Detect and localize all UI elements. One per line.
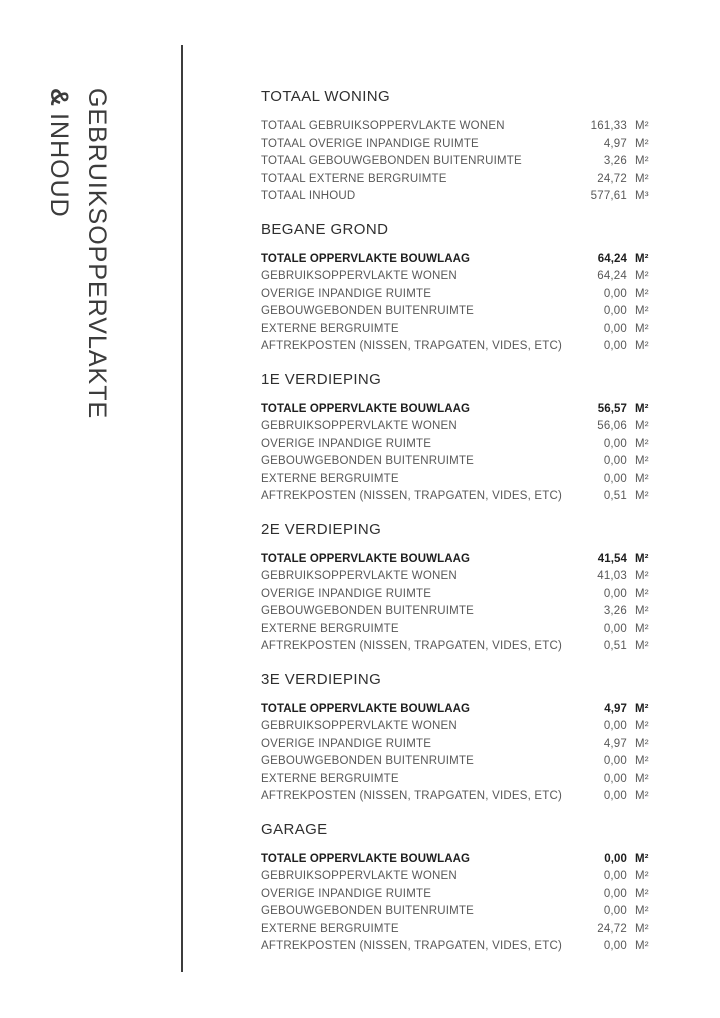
row-value: 0,00 [603,437,627,450]
section-rows [261,118,655,206]
table-row [261,886,655,904]
row-unit: M² [635,622,649,635]
row-value: 0,00 [603,340,627,352]
table-row [261,303,655,321]
row-unit: M² [635,472,649,485]
row-label: GEBOUWGEBONDEN BUITENRUIMTE [261,905,475,917]
section [261,372,655,506]
row-label: AFTREKPOSTEN (NISSEN, TRAPGATEN, VIDES, ETC) [261,940,563,952]
row-value: 0,51 [603,490,627,502]
row-label: TOTAAL GEBRUIKSOPPERVLAKTE WONEN [261,120,505,132]
row-value: 161,33 [590,120,627,132]
row-label: EXTERNE BERGRUIMTE [261,322,399,335]
row-label: GEBOUWGEBONDEN BUITENRUIMTE [261,455,475,467]
row-value: 3,26 [603,155,627,167]
table-row [261,436,655,454]
table-row [261,903,655,921]
row-label: EXTERNE BERGRUIMTE [261,922,399,935]
row-unit: M² [635,755,649,767]
row-unit: M² [635,490,649,502]
row-value: 4,97 [604,702,627,715]
row-unit: M³ [635,190,649,202]
section [261,672,655,806]
row-unit: M² [635,587,649,600]
row-label: OVERIGE INPANDIGE RUIMTE [261,737,432,750]
table-row [261,401,655,419]
table-row [261,638,655,656]
table-row [261,586,655,604]
page-title-vertical-line1: GEBRUIKSOPPERVLAKTE [83,88,111,420]
row-label: EXTERNE BERGRUIMTE [261,622,399,635]
row-value: 0,00 [603,622,627,635]
section-title: 3E VERDIEPING [261,670,382,688]
row-label: GEBRUIKSOPPERVLAKTE WONEN [261,570,457,582]
row-label: TOTALE OPPERVLAKTE BOUWLAAG [261,552,471,565]
row-value: 64,24 [597,270,627,282]
row-unit: M² [635,552,649,565]
row-unit: M² [635,922,649,935]
section-rows [261,251,655,356]
table-row [261,286,655,304]
page-title-vertical-line2 [46,88,71,218]
table-row [261,453,655,471]
row-label: EXTERNE BERGRUIMTE [261,772,399,785]
row-unit: M² [635,605,649,617]
row-value: 0,00 [603,755,627,767]
table-row [261,851,655,869]
section-title: 1E VERDIEPING [261,370,382,388]
row-unit: M² [635,305,649,317]
row-label: EXTERNE BERGRUIMTE [261,472,399,485]
row-label: TOTAAL GEBOUWGEBONDEN BUITENRUIMTE [261,155,522,167]
vertical-divider-rule [181,45,183,972]
table-row [261,718,655,736]
table-row [261,136,655,154]
section [261,522,655,656]
row-label: OVERIGE INPANDIGE RUIMTE [261,287,432,300]
section-title: TOTAAL WONING [261,88,391,105]
section-title: 2E VERDIEPING [261,520,382,538]
table-row [261,488,655,506]
row-value: 577,61 [590,190,627,202]
row-value: 0,00 [603,455,627,467]
row-label: GEBRUIKSOPPERVLAKTE WONEN [261,420,457,432]
table-row [261,188,655,206]
row-value: 4,97 [603,137,627,150]
sections [261,89,655,972]
row-unit: M² [635,852,649,865]
row-label: GEBRUIKSOPPERVLAKTE WONEN [261,870,457,882]
row-label: TOTAAL EXTERNE BERGRUIMTE [261,172,447,185]
table-row [261,321,655,339]
table-row [261,551,655,569]
section-rows [261,551,655,656]
row-value: 56,06 [597,420,627,432]
table-row [261,701,655,719]
row-label: TOTALE OPPERVLAKTE BOUWLAAG [261,852,471,865]
ampersand-glyph: & [45,88,73,107]
section-title: BEGANE GROND [261,220,389,238]
row-value: 56,57 [597,402,627,415]
row-unit: M² [635,287,649,300]
row-unit: M² [635,737,649,750]
row-label: TOTALE OPPERVLAKTE BOUWLAAG [261,702,471,715]
table-row [261,171,655,189]
row-value: 0,00 [603,905,627,917]
table-row [261,621,655,639]
row-value: 0,00 [603,940,627,952]
table-row [261,736,655,754]
section [261,89,655,206]
row-unit: M² [635,720,649,732]
row-unit: M² [635,155,649,167]
row-value: 0,00 [604,852,627,865]
table-row [261,338,655,356]
table-row [261,418,655,436]
row-unit: M² [635,887,649,900]
row-label: GEBRUIKSOPPERVLAKTE WONEN [261,270,457,282]
row-value: 0,00 [603,870,627,882]
row-value: 0,00 [603,772,627,785]
row-unit: M² [635,420,649,432]
table-row [261,153,655,171]
row-label: OVERIGE INPANDIGE RUIMTE [261,587,432,600]
table-row [261,268,655,286]
row-label: TOTAAL OVERIGE INPANDIGE RUIMTE [261,137,479,150]
row-value: 0,00 [603,287,627,300]
table-row [261,251,655,269]
row-label: TOTALE OPPERVLAKTE BOUWLAAG [261,252,471,265]
row-unit: M² [635,340,649,352]
table-row [261,788,655,806]
row-label: AFTREKPOSTEN (NISSEN, TRAPGATEN, VIDES, ETC) [261,490,563,502]
row-value: 64,24 [597,252,627,265]
section-rows [261,401,655,506]
row-unit: M² [635,137,649,150]
row-value: 0,00 [603,887,627,900]
row-value: 0,51 [603,640,627,652]
row-value: 24,72 [597,172,627,185]
section-rows [261,851,655,956]
row-unit: M² [635,120,649,132]
section [261,822,655,956]
page-title-vertical-line2-text: INHOUD [45,113,73,218]
row-unit: M² [635,640,649,652]
row-value: 0,00 [603,305,627,317]
table-row [261,753,655,771]
section-title: GARAGE [261,820,328,838]
row-unit: M² [635,437,649,450]
row-value: 41,03 [597,570,627,582]
table-row [261,471,655,489]
row-label: GEBOUWGEBONDEN BUITENRUIMTE [261,305,475,317]
section-rows [261,701,655,806]
row-value: 0,00 [603,322,627,335]
row-value: 4,97 [603,737,627,750]
row-unit: M² [635,940,649,952]
row-unit: M² [635,772,649,785]
row-unit: M² [635,252,649,265]
table-row [261,938,655,956]
row-unit: M² [635,455,649,467]
row-label: AFTREKPOSTEN (NISSEN, TRAPGATEN, VIDES, ETC) [261,340,563,352]
row-unit: M² [635,402,649,415]
row-unit: M² [635,570,649,582]
row-label: OVERIGE INPANDIGE RUIMTE [261,887,432,900]
row-value: 0,00 [603,720,627,732]
row-value: 3,26 [603,605,627,617]
table-row [261,771,655,789]
table-row [261,568,655,586]
row-value: 41,54 [597,552,627,565]
row-label: AFTREKPOSTEN (NISSEN, TRAPGATEN, VIDES, ETC) [261,640,563,652]
row-label: GEBOUWGEBONDEN BUITENRUIMTE [261,755,475,767]
row-value: 0,00 [603,472,627,485]
row-label: GEBOUWGEBONDEN BUITENRUIMTE [261,605,475,617]
section [261,222,655,356]
row-value: 24,72 [597,922,627,935]
table-row [261,603,655,621]
table-row [261,868,655,886]
row-unit: M² [635,172,649,185]
row-label: TOTAAL INHOUD [261,190,356,202]
row-unit: M² [635,905,649,917]
table-row [261,118,655,136]
row-unit: M² [635,322,649,335]
row-unit: M² [635,702,649,715]
row-unit: M² [635,270,649,282]
row-unit: M² [635,790,649,802]
row-label: TOTALE OPPERVLAKTE BOUWLAAG [261,402,471,415]
row-label: OVERIGE INPANDIGE RUIMTE [261,437,432,450]
row-label: GEBRUIKSOPPERVLAKTE WONEN [261,720,457,732]
row-value: 0,00 [603,790,627,802]
table-row [261,921,655,939]
row-unit: M² [635,870,649,882]
row-value: 0,00 [603,587,627,600]
row-label: AFTREKPOSTEN (NISSEN, TRAPGATEN, VIDES, ETC) [261,790,563,802]
